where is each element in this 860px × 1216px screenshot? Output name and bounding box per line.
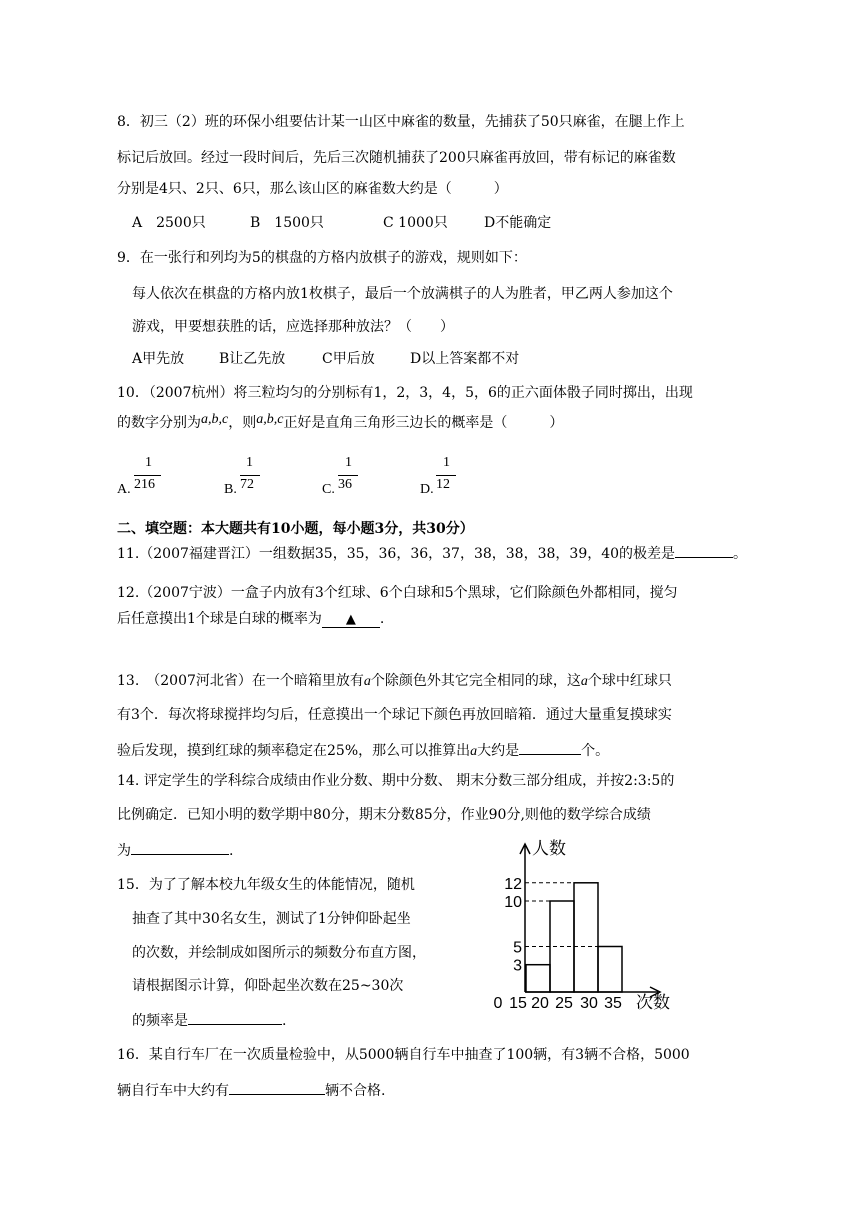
q15-line-1: 15．为了了解本校九年级女生的体能情况，随机 [117,877,415,893]
q10-line-1: 10．（2007杭州）将三粒均匀的分别标有1，2，3，4，5，6的正六面体骰子同时掷出，出现 [117,385,693,401]
q10-option-d-numerator: 1 [443,455,450,470]
q10-option-b-denominator: 72 [240,477,254,492]
q12-line-2-text: 后任意摸出1个球是白球的概率为 [117,611,322,627]
q14-line-3-pre: 为 [117,843,131,859]
q13-answer-blank[interactable] [519,740,581,755]
q12-line-2 [117,610,384,628]
q11-text: 11.（2007福建晋江）一组数据35，35，36，36，37，38，38，38，39，40的极差是 [117,546,676,562]
q10-option-c-numerator: 1 [345,455,352,470]
q15-end: . [282,1013,287,1029]
q13-line-3 [117,740,609,761]
q10-option-a-letter: A. [117,482,131,497]
q8-option-b: B 1500只 [250,215,324,231]
q10-option-c-denominator: 36 [338,477,352,492]
q10-option-a [117,455,177,497]
q14-line-3 [117,840,233,860]
q15-line-5-pre: 的频率是 [132,1013,188,1029]
q10-option-c-letter: C. [322,482,335,497]
q8-option-d: D不能确定 [484,215,552,231]
q13-line-3b: 大约是 [477,743,520,759]
q16-answer-blank[interactable] [229,1080,325,1095]
q8-line-1: 8．初三（2）班的环保小组要估计某一山区中麻雀的数量，先捕获了50只麻雀，在腿上作上 [117,114,685,130]
q10-line-2-pre: 的数字分别为 [117,415,201,431]
q9-line-1: 9．在一张行和列均为5的棋盘的方格内放棋子的游戏，规则如下： [117,250,527,266]
x-tick-label: 0 [493,995,503,1010]
q10-line-2-post: 正好是直角三角形三边长的概率是（ ） [283,415,564,431]
q10-option-d-denominator: 12 [436,477,450,492]
q9-option-d: D以上答案都不对 [410,351,520,367]
x-tick-label: 15 [509,995,527,1010]
q13-line-2: 有3个．每次将球搅拌均匀后，任意摸出一个球记下颜色再放回暗箱．通过大量重复摸球实 [117,707,672,723]
q10-option-b-letter: B. [224,482,237,497]
q10-option-a-bar [134,475,161,476]
q13-line-1c: 个球中红球只 [587,673,672,689]
q14-answer-blank[interactable] [131,840,229,855]
y-tick-label: 10 [504,894,522,911]
q11-end: 。 [733,546,748,562]
histogram-bar-30-35 [598,947,622,993]
q8-option-a: A 2500只 [132,215,206,231]
q10-option-d-letter: D. [420,482,434,497]
q16-line-2-pre: 辆自行车中大约有 [117,1083,229,1099]
q15-line-5 [132,1010,286,1030]
q8-option-c: C 1000只 [383,215,448,231]
q10-option-c [322,455,382,497]
q15-line-4: 请根据图示计算，仰卧起坐次数在25~30次 [132,978,404,994]
q10-option-b-numerator: 1 [246,455,253,470]
q14-line-1: 14. 评定学生的学科综合成绩由作业分数、期中分数、 期末分数三部分组成，并按2:3:5的 [117,773,675,789]
q11-line [117,543,747,563]
q13-line-1 [117,672,672,691]
frequency-histogram [488,838,678,1010]
q14-line-2: 比例确定．已知小明的数学期中80分，期末分数85分，作业90分,则他的数学综合成绩 [117,807,651,823]
q10-vars-2: a,b,c [256,412,284,427]
x-tick-label: 25 [555,995,573,1010]
histogram-bar-15-20 [526,965,550,992]
histogram-bar-25-30 [574,883,598,992]
q13-var-a-3: a [470,744,478,759]
q9-line-2: 每人依次在棋盘的方格内放1枚棋子，最后一个放满棋子的人为胜者，甲乙两人参加这个 [132,286,673,302]
q13-line-3a: 验后发现，摸到红球的频率稳定在25%，那么可以推算出 [117,743,471,759]
q8-line-2: 标记后放回。经过一段时间后，先后三次随机捕获了200只麻雀再放回，带有标记的麻雀数 [117,150,676,166]
y-tick-label: 3 [513,957,522,975]
q10-option-d [420,455,480,497]
x-axis-label: 次数 [636,993,670,1010]
q10-option-a-denominator: 216 [134,477,155,492]
q13-line-1b: 个除颜色外其它完全相同的球，这 [370,673,581,689]
q15-line-3: 的次数，并绘制成如图所示的频数分布直方图， [132,945,426,961]
q13-line-1a: 13. （2007河北省）在一个暗箱里放有 [117,673,364,689]
q9-option-c: C甲后放 [322,351,375,367]
q13-var-a-2: a [580,674,588,689]
y-tick-label: 5 [513,939,522,957]
q10-option-b [224,455,284,497]
x-tick-label: 35 [604,995,622,1010]
q13-var-a-1: a [363,674,371,689]
x-tick-label: 30 [580,995,598,1010]
q13-end: 个。 [581,743,610,759]
q10-option-b-bar [240,475,260,476]
q10-line-2-mid: ，则 [228,415,257,431]
q12-triangle-mark: ▲ [345,612,356,627]
histogram-axes [520,839,670,1010]
q16-end: 辆不合格. [325,1083,386,1099]
q16-line-1: 16．某自行车厂在一次质量检验中，从5000辆自行车中抽查了100辆，有3辆不合格，5000 [117,1047,690,1063]
q9-line-3: 游戏，甲要想获胜的话，应选择那种放法？（ ） [132,319,454,335]
q16-line-2 [117,1080,385,1100]
q12-answer-blank[interactable] [322,613,380,628]
y-tick-label: 12 [504,875,522,893]
q10-option-c-bar [338,475,358,476]
q15-line-2: 抽查了其中30名女生，测试了1分钟仰卧起坐 [132,911,411,927]
q10-line-2 [117,414,563,433]
q10-option-a-numerator: 1 [145,455,152,470]
q8-line-3: 分别是4只、2只、6只，那么该山区的麻雀数大约是（ ） [117,181,508,197]
y-axis-label: 人数 [532,839,566,858]
q10-vars-1: a,b,c [201,412,229,427]
section-2-header: 二、填空题：本大题共有10小题，每小题3分，共30分） [117,521,474,537]
q12-end: . [379,611,385,627]
q10-option-d-bar [436,475,456,476]
q11-answer-blank[interactable] [675,543,733,558]
q12-line-1: 12.（2007宁波）一盒子内放有3个红球、6个白球和5个黑球，它们除颜色外都相同，搅匀 [117,585,678,601]
q9-option-a: A甲先放 [132,351,185,367]
x-tick-label: 20 [531,995,549,1010]
q9-option-b: B让乙先放 [219,351,286,367]
q14-end: . [229,843,234,859]
q15-answer-blank[interactable] [188,1010,282,1025]
